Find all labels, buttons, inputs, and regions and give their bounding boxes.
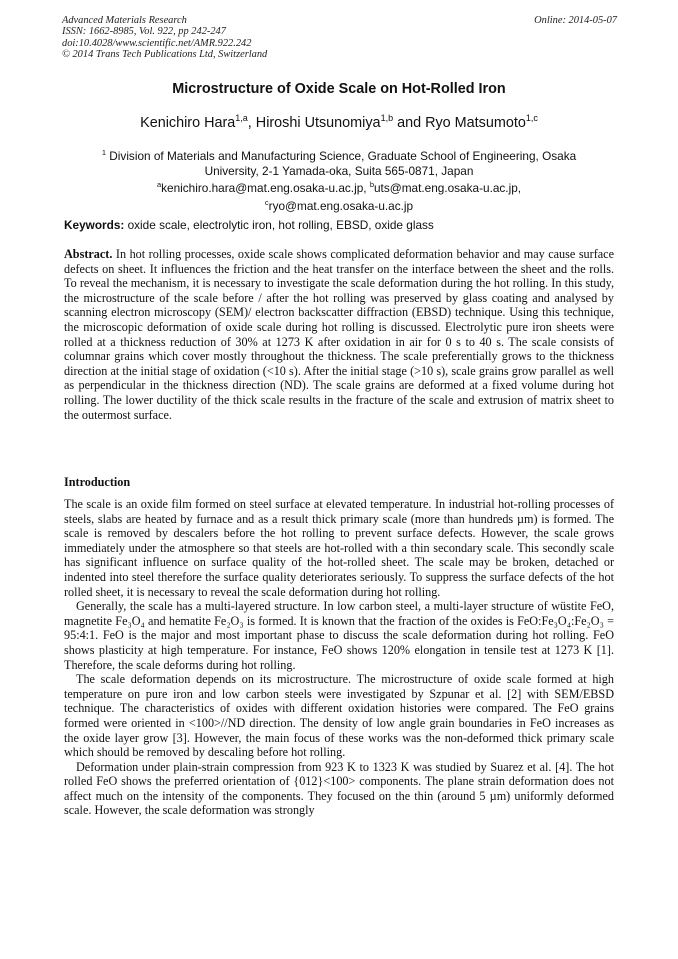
paper-title: Microstructure of Oxide Scale on Hot-Rolled Iron [172,81,506,97]
email-link[interactable]: kenichiro.hara@mat.eng.osaka-u.ac.jp, [161,181,370,196]
author-name: Ryo Matsumoto [425,114,526,131]
section-heading: Introduction [64,475,131,489]
email-line [64,178,614,196]
issn-line: ISSN: 1662-8985, Vol. 922, pp 242-247 [62,26,226,38]
paragraph: Generally, the scale has a multi-layered structure. In low carbon steel, a multi-layer structure of wüstite FeO, magnetite Fe₃O₄ and hematite Fe₂O₃ is formed. It is known that the fraction of the oxides is FeO:Fe₃O₄:Fe₂O₃ = 95:4:1. FeO is the major and most important phase to discuss the scale deformation during hot rolling. FeO shows plasticity at high temperature. For instance, FeO shows 120% elongation in tensile test at 1273 K [1]. Therefore, the scale deforms during hot rolling. [64,599,614,672]
journal-name: Advanced Materials Research [62,15,187,26]
email-link[interactable]: uts@mat.eng.osaka-u.ac.jp, [373,181,522,196]
author-superscript: 1,c [525,113,538,123]
paragraph: Deformation under plain-strain compression from 923 K to 1323 K was studied by Suarez et al. [4]. The hot rolled FeO shows the preferred orientation of {012}<100> components. The plane strain deformation does not affect much on the intensity of the components. They focused on the thin (around 5 µm) uniformly deformed scale. However, the scale deformation was strongly [64,759,614,818]
email-marker: a [156,180,162,190]
affiliation-address: University, 2-1 Yamada-oka, Suita 565-0871, Japan [204,163,474,178]
affiliation-line [64,146,614,164]
author-name: Hiroshi Utsunomiya [255,114,381,131]
journal-header [62,15,617,61]
abstract-text: In hot rolling processes, oxide scale shows complicated deformation behavior and may cause surface defects on sheet. It influences the friction and the heat transfer on the interface between the sheet and the rolls. To reveal the mechanism, it is necessary to investigate the scale deformation during the hot rolling. In this study, the microstructure of the scale before / after the hot rolling was preserved by glass coating and analysed by scanning electron microscopy (SEM)/ electron backscatter diffraction (EBSD) technique. Using this technique, the microscopic deformation of oxide scale during hot rolling is discussed. Electrolytic pure iron sheets were rolled at a thickness reduction of 30% at 1273 K after oxidation in air for 0 s to 40 s. The scale consists of columnar grains which cover mostly throughout the thickness. The scale preferentially grows to the thickness direction at the initial stage of oxidation (<10 s). After the initial stage (>10 s), scale grains grow parallel as well as perpendicular in the thickness direction (ND). The scale grains are deformed at a fixed volume during hot rolling. The lower ductility of the thick scale results in the fracture of the scale and extrusion of matrix sheet to the outermost surface. [64,247,614,422]
author-list [0,113,678,131]
abstract [64,247,614,422]
email-marker: b [369,180,374,190]
online-date: Online: 2014-05-07 [534,15,617,26]
author-superscript: 1,b [380,113,394,123]
keywords-text: oxide scale, electrolytic iron, hot rolling, EBSD, oxide glass [124,218,434,232]
paragraph: The scale is an oxide film formed on steel surface at elevated temperature. In industrial hot-rolling processes of steels, slabs are heated by furnace and as a result thick primary scale (more than hundreds µm) is formed. The scale is removed by descalers before the hot rolling to prevent surface defects. However, the scale grows immediately under the atmosphere so that steels are hot-rolled with a thin secondary scale. This secondly scale has significant influence on surface quality of the hot-rolled sheet. The scale may be broken, detached or indented into steel therefore the surface quality deteriorates seriously. To suppress the surface defects of the hot rolled sheet, it is necessary to reveal the scale deformation during hot rolling. [64,497,614,599]
author-superscript: 1,a [235,113,248,123]
author-name: Kenichiro Hara [140,114,236,131]
email-link[interactable]: ryo@mat.eng.osaka-u.ac.jp [268,198,414,213]
email-line [64,196,614,214]
affiliation-text: Division of Materials and Manufacturing Science, Graduate School of Engineering, Osaka [106,148,577,163]
keywords [64,218,619,232]
copyright-line: © 2014 Trans Tech Publications Ltd, Switzerland [62,49,268,61]
affiliation-number: 1 [101,148,106,157]
abstract-label: Abstract. [64,247,113,261]
paragraph: The scale deformation depends on its microstructure. The microstructure of oxide scale formed at high temperature on pure iron and low carbon steels were investigated by Szpunar et al. [2] with SEM/EBSD technique. The characteristics of oxides with different oxidation histories were compared. The FeO grains formed were oriented in <100>//ND direction. The density of low angle grain boundaries in FeO increases as the oxide layer grow [3]. However, the main focus of these works was the non-deformed thick primary scale which should be removed by descaling before hot rolling. [64,672,614,760]
keywords-label: Keywords: [64,218,125,232]
author-separator: and [393,114,426,131]
affiliation-block [64,146,614,213]
email-marker: c [264,197,269,207]
introduction-body [64,497,614,818]
author-separator: , [247,114,256,131]
doi-line: doi:10.4028/www.scientific.net/AMR.922.242 [62,37,252,49]
